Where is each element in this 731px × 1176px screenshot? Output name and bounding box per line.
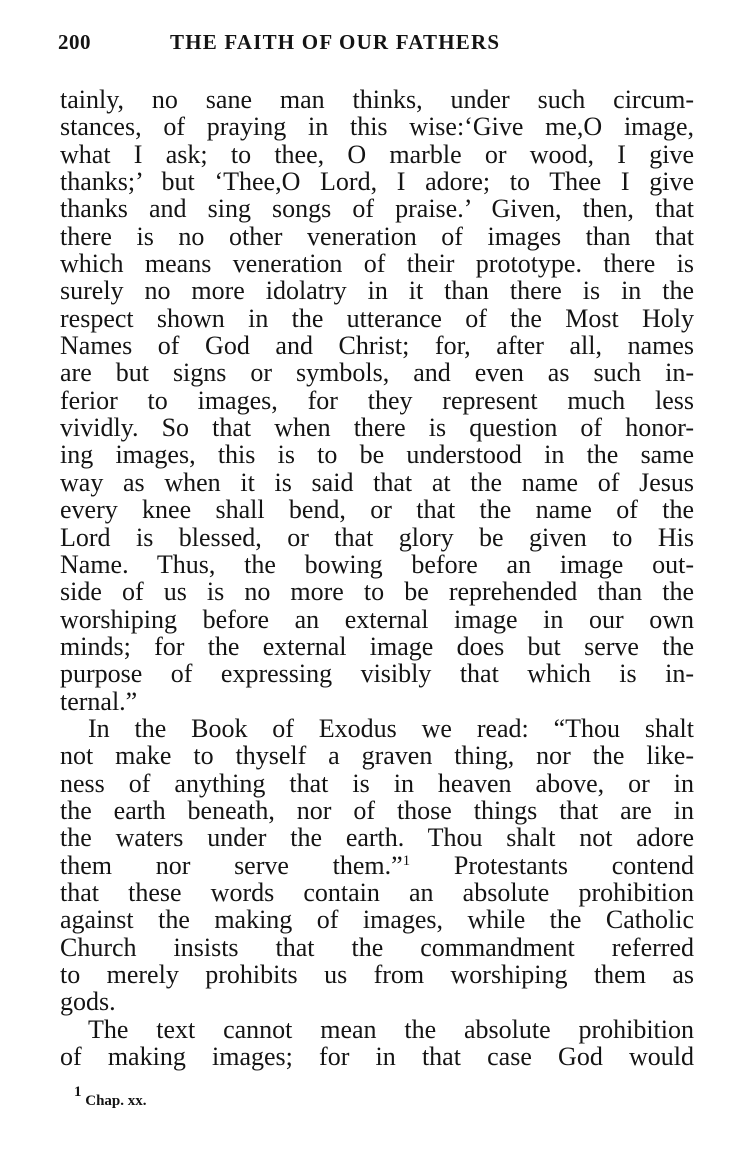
page-number: 200 <box>58 30 91 54</box>
text-line: The text cannot mean the absolute prohibition <box>88 1014 694 1044</box>
text-line: purpose of expressing visibly that which is in- <box>60 659 694 689</box>
text-line-start: them nor serve them.” <box>60 850 403 880</box>
text-line: ness of anything that is in heaven above, or in <box>60 768 694 798</box>
text-line: ternal.” <box>60 686 138 716</box>
text-line: Names of God and Christ; for, after all, names <box>60 331 694 361</box>
text-line: what I ask; to thee, O marble or wood, I give <box>60 139 694 169</box>
body-text <box>60 86 694 1070</box>
text-line: way as when it is said that at the name of Jesus <box>60 467 694 497</box>
text-line: respect shown in the utterance of the Most Holy <box>60 303 694 333</box>
footnote-mark: 1 <box>74 1084 82 1100</box>
footnote-text: Chap. xx. <box>85 1093 147 1109</box>
text-line: stances, of praying in this wise:‘Give me,O image, <box>60 112 694 142</box>
text-line: tainly, no sane man thinks, under such circum- <box>60 85 694 114</box>
text-line-with-note <box>60 852 694 879</box>
text-line: which means veneration of their prototype. there is <box>60 249 694 279</box>
text-line: not make to thyself a graven thing, nor the like- <box>60 741 694 771</box>
text-line: ferior to images, for they represent much less <box>60 385 694 415</box>
text-line: Church insists that the commandment referred <box>60 932 694 962</box>
text-line: Name. Thus, the bowing before an image out- <box>60 549 694 579</box>
running-title: THE FAITH OF OUR FATHERS <box>170 30 501 54</box>
text-line: thanks and sing songs of praise.’ Given, then, that <box>60 194 694 224</box>
text-line: against the making of images, while the Catholic <box>60 905 694 935</box>
text-line: to merely prohibits us from worshiping them as <box>60 960 694 989</box>
text-line: of making images; for in that case God would <box>60 1042 694 1072</box>
text-line: that these words contain an absolute prohibition <box>60 877 694 907</box>
text-line: thanks;’ but ‘Thee,O Lord, I adore; to Thee I give <box>60 167 694 197</box>
text-line-end: Protestants contend <box>410 850 694 880</box>
text-line: there is no other veneration of images than that <box>60 221 694 251</box>
text-line: surely no more idolatry in it than there is in the <box>60 276 694 306</box>
text-line: are but signs or symbols, and even as such in- <box>60 358 694 388</box>
text-line: worshiping before an external image in our own <box>60 604 694 634</box>
text-line: the earth beneath, nor of those things that are in <box>60 795 694 825</box>
text-line: vividly. So that when there is question of honor- <box>60 413 694 443</box>
text-line: gods. <box>60 987 116 1017</box>
footnote <box>74 1084 147 1110</box>
footnote-reference: 1 <box>402 852 411 869</box>
text-line: ing images, this is to be understood in the same <box>60 440 694 470</box>
text-line: every knee shall bend, or that the name of the <box>60 495 694 525</box>
text-line: Lord is blessed, or that glory be given to His <box>60 522 694 552</box>
text-line: In the Book of Exodus we read: “Thou shalt <box>88 713 694 743</box>
text-line: side of us is no more to be reprehended than the <box>60 577 694 607</box>
text-line: the waters under the earth. Thou shalt not adore <box>60 823 694 853</box>
text-line: minds; for the external image does but serve the <box>60 631 694 661</box>
running-head <box>58 30 698 56</box>
